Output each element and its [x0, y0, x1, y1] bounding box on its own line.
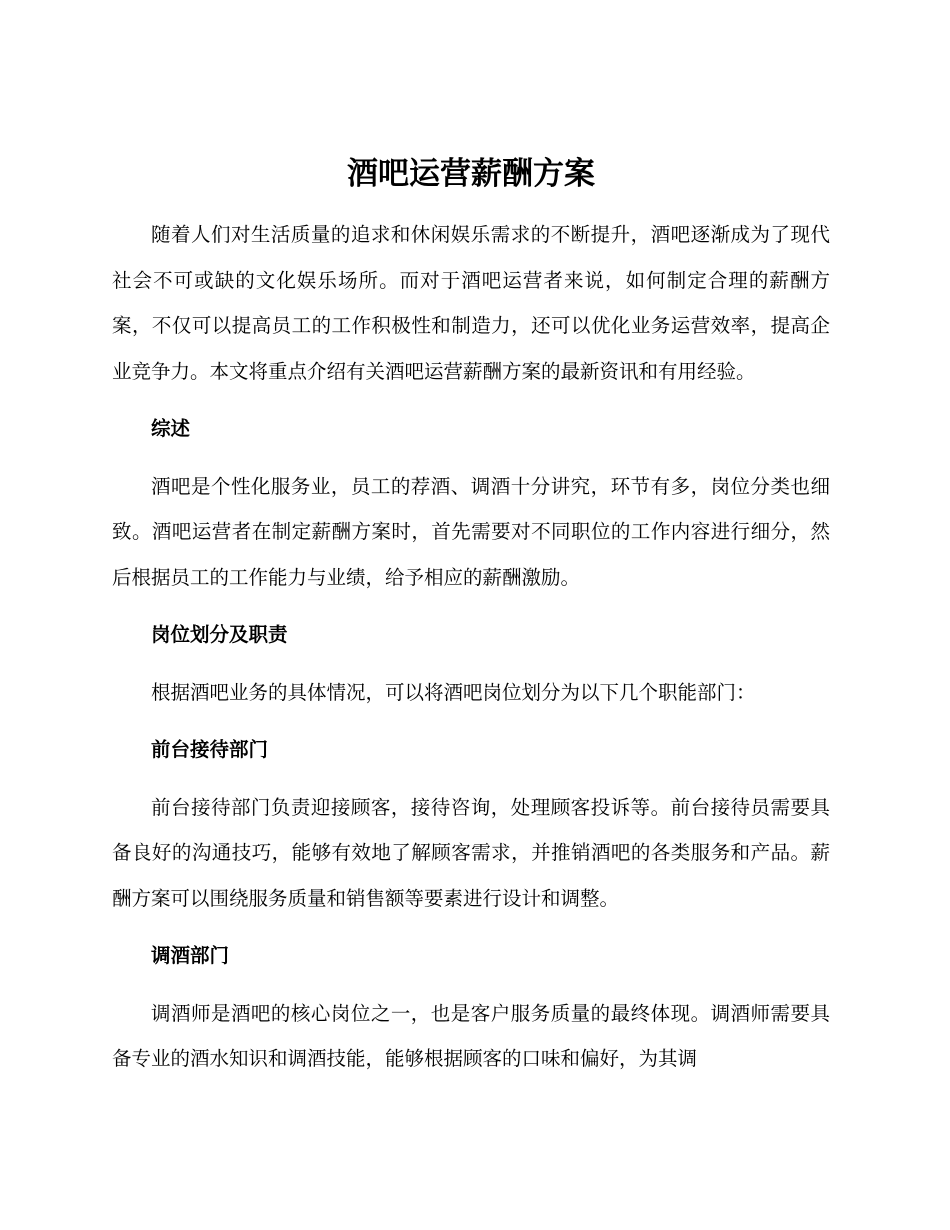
document-title: 酒吧运营薪酬方案 [347, 156, 595, 192]
section-paragraph-overview: 酒吧是个性化服务业，员工的荐酒、调酒十分讲究，环节有多，岗位分类也细致。酒吧运营者在制定薪酬方案时，首先需要对不同职位的工作内容进行细分，然后根据员工的工作能力与业绩，给予相应的薪酬激励。 [112, 474, 830, 589]
section-heading-overview: 综述 [151, 417, 191, 440]
intro-paragraph: 随着人们对生活质量的追求和休闲娱乐需求的不断提升，酒吧逐渐成为了现代社会不可或缺的文化娱乐场所。而对于酒吧运营者来说，如何制定合理的薪酬方案，不仅可以提高员工的工作积极性和制造力，还可以优化业务运营效率，提高企业竞争力。本文将重点介绍有关酒吧运营薪酬方案的最新资讯和有用经验。 [112, 223, 830, 383]
section-paragraph-bartending: 调酒师是酒吧的核心岗位之一，也是客户服务质量的最终体现。调酒师需要具备专业的酒水知识和调酒技能，能够根据顾客的口味和偏好，为其调 [112, 1001, 830, 1070]
section-heading-bartending: 调酒部门 [151, 944, 230, 967]
section-paragraph-front-desk: 前台接待部门负责迎接顾客，接待咨询，处理顾客投诉等。前台接待员需要具备良好的沟通技巧，能够有效地了解顾客需求，并推销酒吧的各类服务和产品。薪酬方案可以围绕服务质量和销售额等要素进行设计和调整。 [112, 795, 830, 910]
section-heading-positions: 岗位划分及职责 [151, 623, 288, 646]
section-paragraph-positions: 根据酒吧业务的具体情况，可以将酒吧岗位划分为以下几个职能部门： [151, 680, 756, 704]
document-page [112, 148, 830, 1082]
section-heading-front-desk: 前台接待部门 [151, 738, 269, 761]
